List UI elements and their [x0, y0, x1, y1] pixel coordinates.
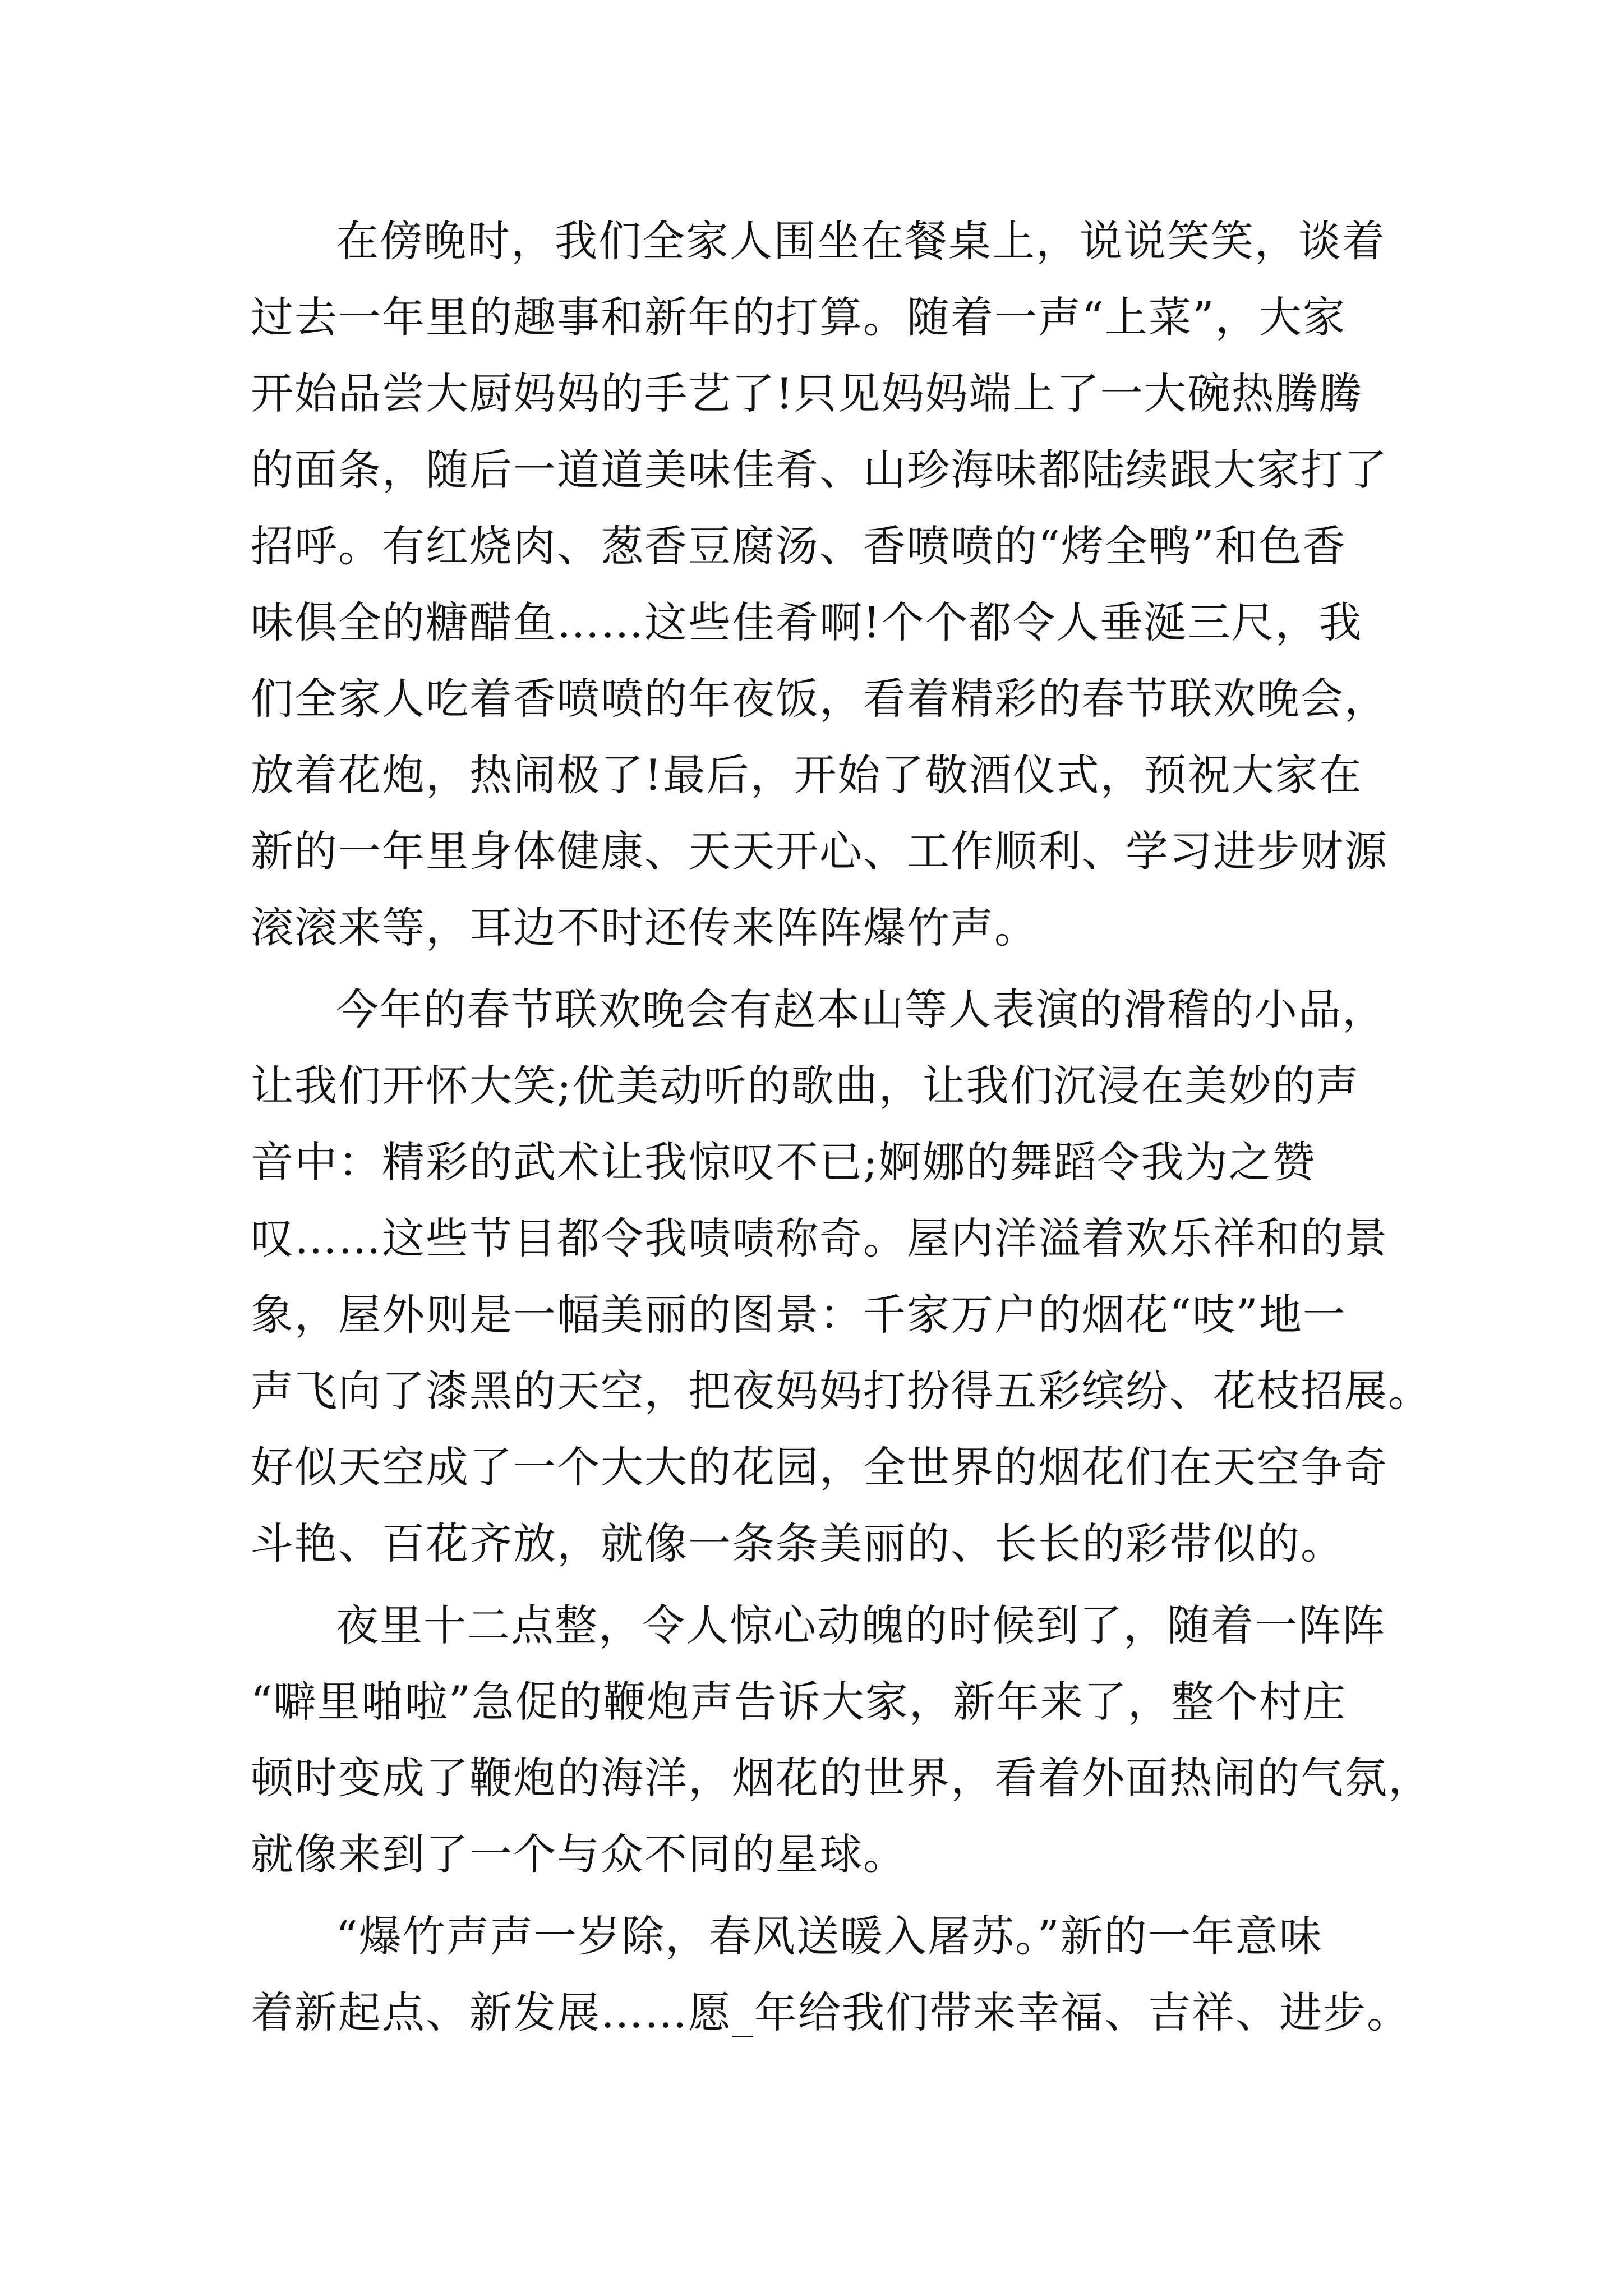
paragraph-line: 放着花炮，热闹极了!最后，开始了敬酒仪式，预祝大家在	[251, 750, 1363, 800]
paragraph-line: “噼里啪啦”急促的鞭炮声告诉大家，新年来了，整个村庄	[251, 1677, 1347, 1727]
paragraph-line: 顿时变成了鞭炮的海洋，烟花的世界，看着外面热闹的气氛，	[251, 1753, 1432, 1803]
paragraph-gap	[251, 1582, 1389, 1588]
paragraph-1	[251, 203, 1389, 966]
paragraph-line: 夜里十二点整，令人惊心动魄的时候到了，随着一阵阵	[336, 1600, 1386, 1650]
paragraph-line: 让我们开怀大笑;优美动听的歌曲，让我们沉浸在美妙的声	[251, 1061, 1360, 1111]
paragraph-line: 叹……这些节目都令我啧啧称奇。屋内洋溢着欢乐祥和的景	[251, 1213, 1388, 1263]
paragraph-line: 们全家人吃着香喷喷的年夜饭，看着精彩的春节联欢晚会，	[251, 674, 1388, 724]
paragraph-line: 新的一年里身体健康、天天开心、工作顺利、学习进步财源	[251, 826, 1388, 876]
paragraph-gap	[251, 966, 1389, 972]
paragraph-line: “爆竹声声一岁除，春风送暖入屠苏。”新的一年意味	[336, 1911, 1323, 1961]
paragraph-line: 在傍晚时，我们全家人围坐在餐桌上，说说笑笑，谈着	[336, 216, 1386, 266]
paragraph-line: 象，屋外则是一幅美丽的图景：千家万户的烟花“吱”地一	[251, 1290, 1347, 1340]
paragraph-line: 音中：精彩的武术让我惊叹不已;婀娜的舞蹈令我为之赞	[251, 1137, 1316, 1187]
paragraph-line: 声飞向了漆黑的天空，把夜妈妈打扮得五彩缤纷、花枝招展。	[251, 1366, 1432, 1416]
paragraph-line: 招呼。有红烧肉、葱香豆腐汤、香喷喷的“烤全鸭”和色香	[251, 521, 1347, 571]
paragraph-line: 开始品尝大厨妈妈的手艺了!只见妈妈端上了一大碗热腾腾	[251, 369, 1363, 418]
paragraph-3	[251, 1588, 1432, 1893]
paragraph-line: 味俱全的糖醋鱼……这些佳肴啊!个个都令人垂涎三尺，我	[251, 597, 1363, 647]
paragraph-line: 的面条，随后一道道美味佳肴、山珍海味都陆续跟大家打了	[251, 445, 1388, 495]
paragraph-line: 过去一年里的趣事和新年的打算。随着一声“上菜”，大家	[251, 292, 1347, 342]
paragraph-line: 滚滚来等，耳边不时还传来阵阵爆竹声。	[251, 903, 1038, 953]
paragraph-line: 就像来到了一个与众不同的星球。	[251, 1829, 907, 1879]
paragraph-line: 今年的春节联欢晚会有赵本山等人表演的滑稽的小品，	[336, 984, 1386, 1034]
paragraph-line: 斗艳、百花齐放，就像一条条美丽的、长长的彩带似的。	[251, 1519, 1344, 1568]
paragraph-gap	[251, 1893, 1389, 1898]
paragraph-2	[251, 972, 1432, 1582]
essay-body	[251, 203, 1432, 2051]
paragraph-line: 着新起点、新发展……愿_年给我们带来幸福、吉祥、进步。	[251, 1987, 1410, 2037]
paragraph-line: 好似天空成了一个大大的花园，全世界的烟花们在天空争奇	[251, 1442, 1388, 1492]
paragraph-4	[251, 1898, 1410, 2051]
